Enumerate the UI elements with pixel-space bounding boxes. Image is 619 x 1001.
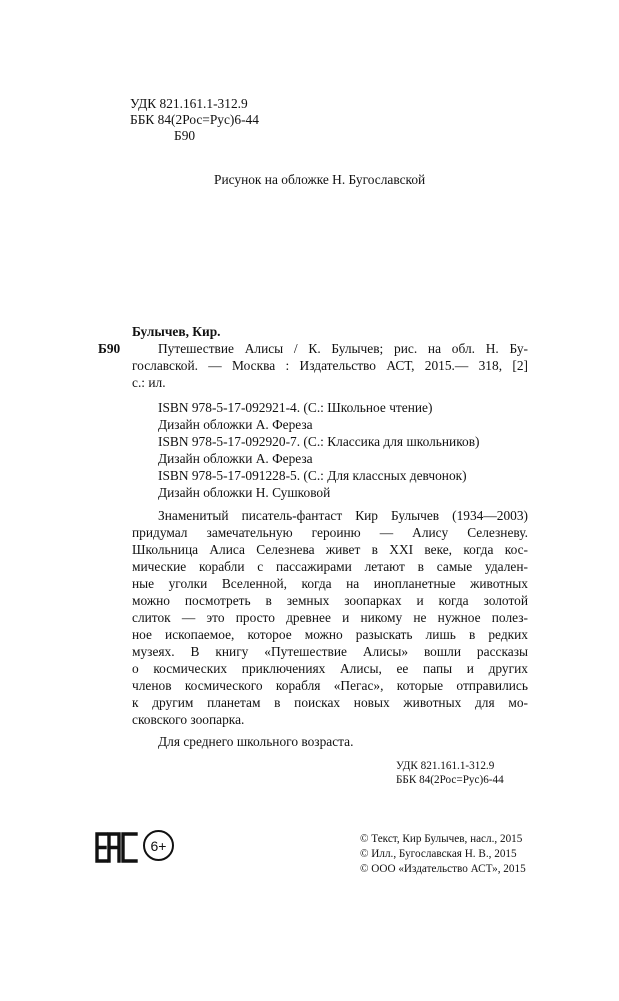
description-line: Путешествие Алисы / К. Булычев; рис. на обл. Н. Бу- <box>158 341 528 356</box>
annotation-line: придумал замечательную героиню — Алису Селезневу. <box>132 525 528 540</box>
annotation-line: ные уголки Вселенной, когда на инопланетные животных <box>132 576 528 591</box>
age-rating-badge: 6+ <box>143 830 174 861</box>
description-line: гославской. — Москва : Издательство АСТ, 2015.— 318, [2] <box>132 358 528 373</box>
annotation-line: членов космического корабля «Пегас», которые отправились <box>132 678 528 693</box>
bottom-bbk: ББК 84(2Рос=Рус)6-44 <box>396 774 504 786</box>
annotation-line: слиток — это просто древнее и никому не нужное полез- <box>132 610 528 625</box>
top-author-mark: Б90 <box>174 128 196 143</box>
annotation-line: к другим планетам в поисках новых животных для мо- <box>132 695 528 710</box>
annotation-line: сковского зоопарка. <box>132 712 245 727</box>
author-heading: Булычев, Кир. <box>132 324 221 339</box>
eac-icon <box>95 832 139 863</box>
age-note: Для среднего школьного возраста. <box>158 734 354 749</box>
copyright-publisher: © ООО «Издательство АСТ», 2015 <box>360 863 526 875</box>
annotation-line: мические корабли с пассажирами летают в самые удален- <box>132 559 528 574</box>
top-udk: УДК 821.161.1-312.9 <box>130 96 248 111</box>
isbn-line: ISBN 978-5-17-091228-5. (С.: Для классных девчонок) <box>158 468 467 483</box>
annotation-line: музеях. В книгу «Путешествие Алисы» вошли рассказы <box>132 644 528 659</box>
bottom-udk: УДК 821.161.1-312.9 <box>396 760 495 772</box>
annotation-line: о космических приключениях Алисы, ее папы и других <box>132 661 528 676</box>
cover-credit: Рисунок на обложке Н. Бугославской <box>214 172 426 187</box>
record-mark: Б90 <box>98 341 121 356</box>
copyright-illustrations: © Илл., Бугославская Н. В., 2015 <box>360 848 517 860</box>
design-credit: Дизайн обложки Н. Сушковой <box>158 485 331 500</box>
annotation-line: Школьница Алиса Селезнева живет в XXI веке, когда кос- <box>132 542 528 557</box>
annotation-line: ное ископаемое, которое можно разыскать лишь в редких <box>132 627 528 642</box>
annotation-line: можно посмотреть в земных зоопарках и когда золотой <box>132 593 528 608</box>
annotation-line: Знаменитый писатель-фантаст Кир Булычев (1934—2003) <box>158 508 528 523</box>
description-line: с.: ил. <box>132 375 166 390</box>
isbn-line: ISBN 978-5-17-092921-4. (С.: Школьное чтение) <box>158 400 433 415</box>
isbn-line: ISBN 978-5-17-092920-7. (С.: Классика для школьников) <box>158 434 480 449</box>
top-bbk: ББК 84(2Рос=Рус)6-44 <box>130 112 259 127</box>
design-credit: Дизайн обложки А. Фереза <box>158 417 313 432</box>
design-credit: Дизайн обложки А. Фереза <box>158 451 313 466</box>
copyright-text: © Текст, Кир Булычев, насл., 2015 <box>360 833 523 845</box>
